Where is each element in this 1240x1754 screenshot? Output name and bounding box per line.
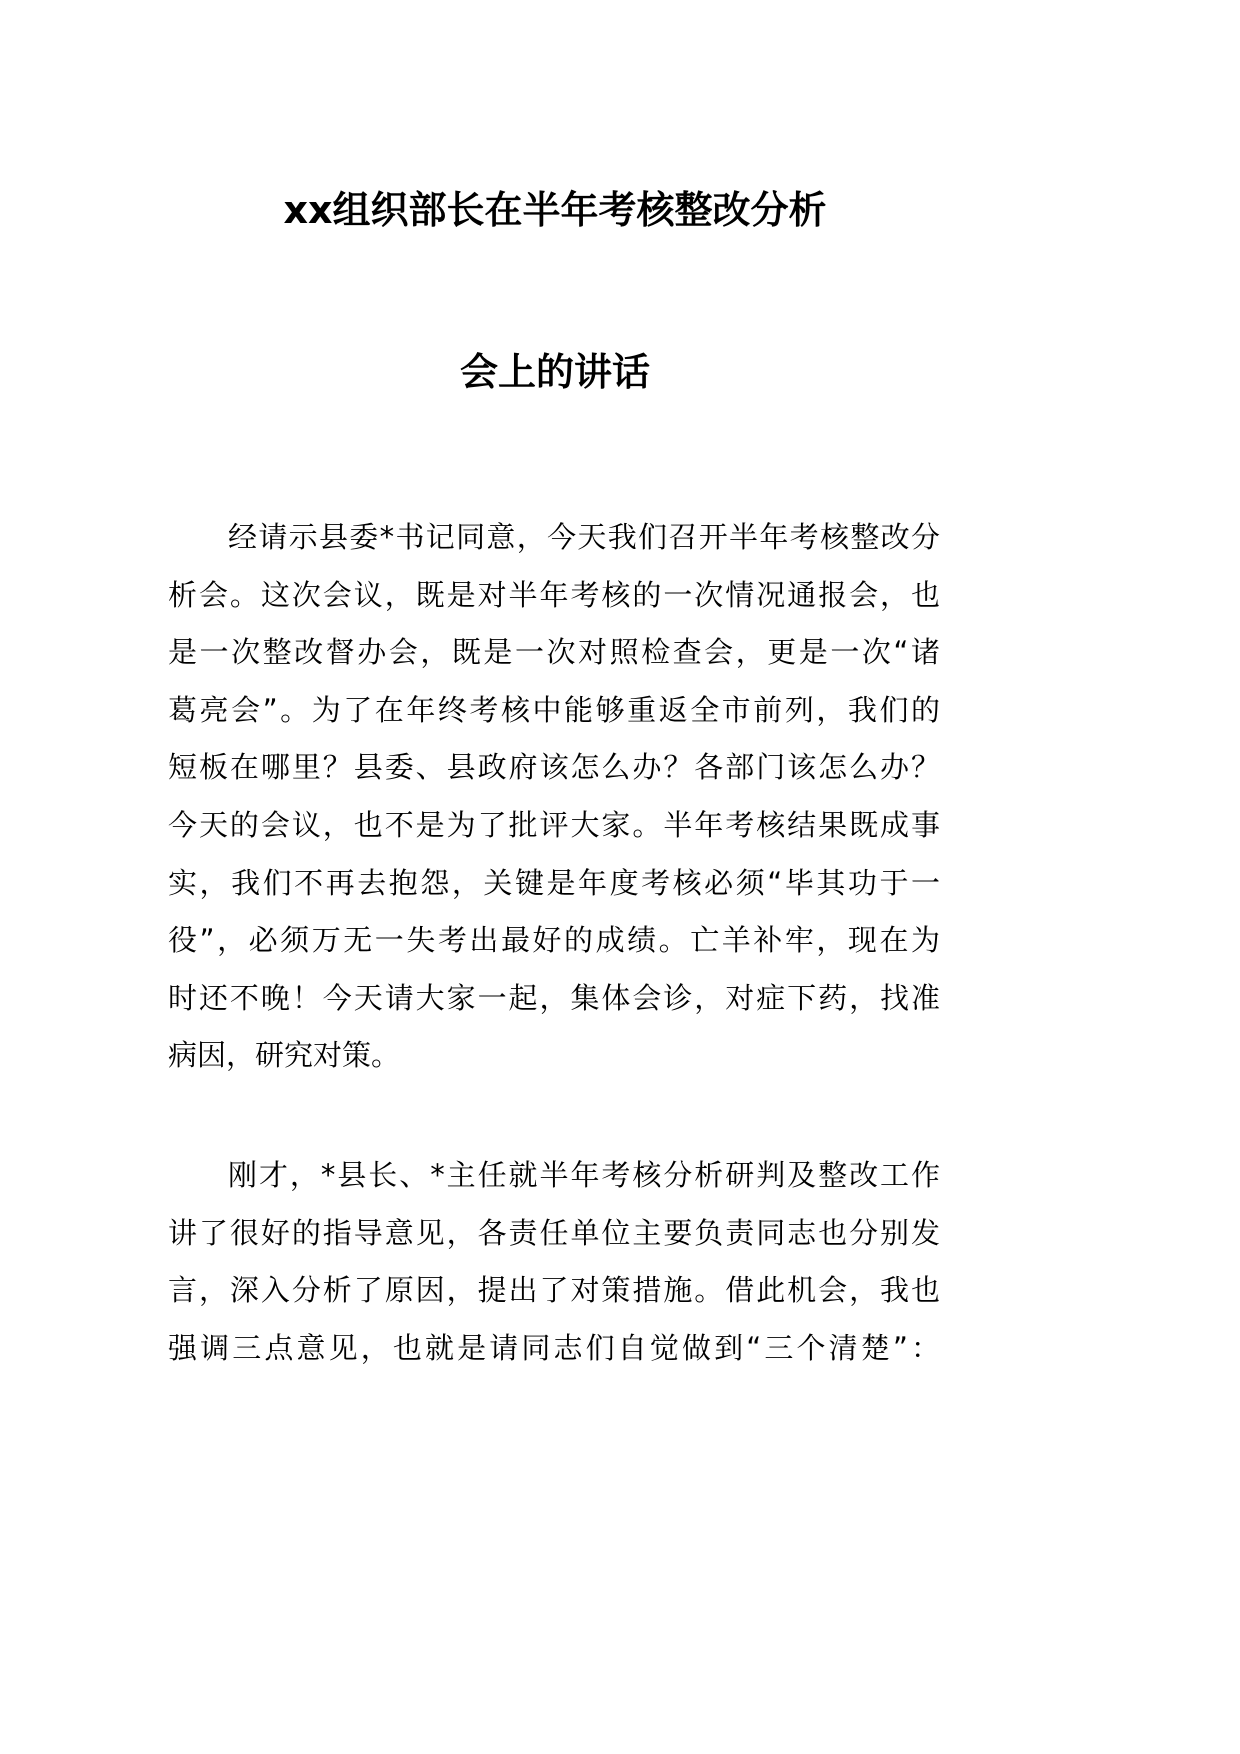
text-line: 经请示县委*书记同意，今天我们召开半年考核整改分: [228, 520, 940, 554]
text-line: 强调三点意见，也就是请同志们自觉做到“三个清楚”：: [168, 1330, 940, 1365]
text-line: 讲了很好的指导意见，各责任单位主要负责同志也分别发: [168, 1215, 940, 1250]
text-line: 今天的会议，也不是为了批评大家。半年考核结果既成事: [168, 807, 940, 842]
document-title-line-2: 会上的讲话: [459, 350, 650, 394]
text-line: 析会。这次会议，既是对半年考核的一次情况通报会，也: [168, 577, 940, 612]
text-line: 病因，研究对策。: [168, 1038, 401, 1073]
text-line: 时还不晚！今天请大家一起，集体会诊，对症下药，找准: [168, 980, 940, 1015]
text-line: 役”，必须万无一失考出最好的成绩。亡羊补牢，现在为: [168, 923, 940, 958]
paragraph-2: [168, 1147, 940, 1377]
text-line: 短板在哪里？县委、县政府该怎么办？各部门该怎么办？: [168, 750, 940, 785]
text-line: 葛亮会”。为了在年终考核中能够重返全市前列，我们的: [168, 692, 940, 727]
text-line: 实，我们不再去抱怨，关键是年度考核必须“毕其功于一: [168, 865, 940, 900]
text-line: 言，深入分析了原因，提出了对策措施。借此机会，我也: [168, 1273, 940, 1308]
text-line: 是一次整改督办会，既是一次对照检查会，更是一次“诸: [168, 635, 940, 670]
paragraph-1: [168, 509, 940, 1085]
text-line: 刚才，*县长、*主任就半年考核分析研判及整改工作: [228, 1158, 940, 1192]
document-title-line-1: xx组织部长在半年考核整改分析: [283, 188, 827, 232]
